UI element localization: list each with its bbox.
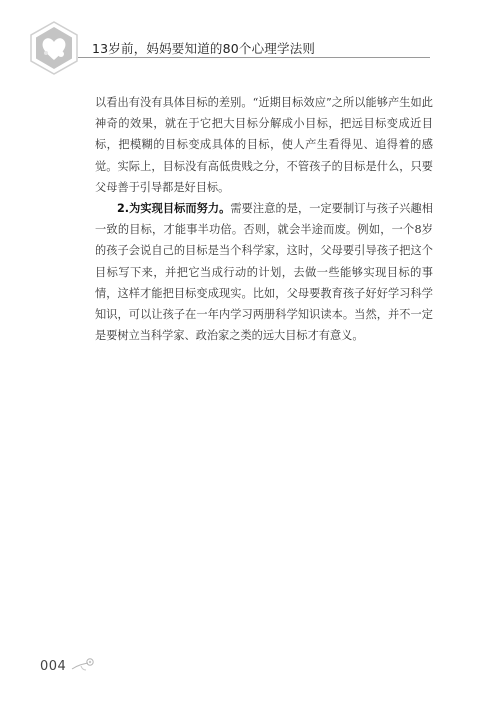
flower-ornament-icon [70,655,96,677]
book-title: 13岁前，妈妈要知道的80个心理学法则 [92,41,316,56]
page-number: 004 [40,659,67,674]
paragraph-heading: 2.为实现目标而努力。 [117,202,231,216]
header-divider [78,57,430,58]
hexagon-heart-badge-icon [26,20,82,76]
page-header [0,0,500,80]
main-text [95,92,433,346]
paragraph: 以看出有没有具体目标的差别。“近期目标效应”之所以能够产生如此神奇的效果，就在于它把大目标分解成小目标，把远目标变成近目标，把模糊的目标变成具体的目标，使人产生看得见、追得着的感觉。实际上，目标没有高低贵贱之分，不管孩子的目标是什么，只要父母善于引导都是好目标。 [95,96,433,194]
paragraph-text: 需要注意的是，一定要制订与孩子兴趣相一致的目标，才能事半功倍。否则，就会半途而废。例如，一个8岁的孩子会说自己的目标是当个科学家，这时，父母要引导孩子把这个目标写下来，并把它当成行动的计划，去做一些能够实现目标的事情，这样才能把目标变成现实。比如，父母要教育孩子好好学习科学知识，可以让孩子在一年内学习两册科学知识读本。当然，并不一定是要树立当科学家、政治家之类的远大目标才有意义。 [95,202,433,343]
page-footer [40,655,160,679]
paragraph [95,198,433,346]
